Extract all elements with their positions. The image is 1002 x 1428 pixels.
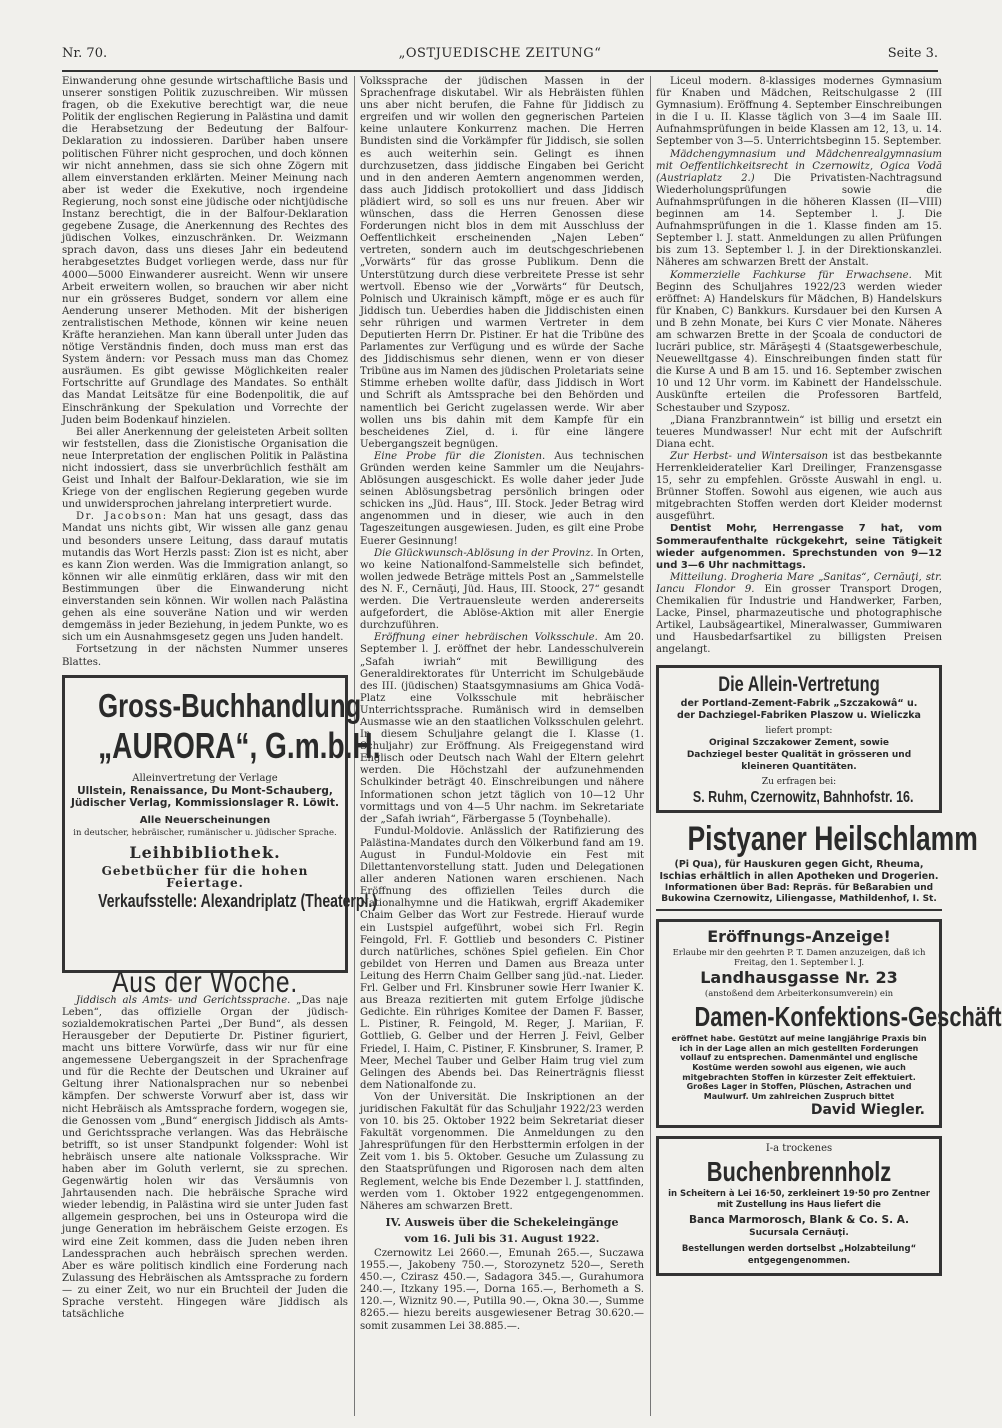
article-title: Die Glückwunsch-Ablösung in der Provinz. xyxy=(374,547,594,559)
article-text xyxy=(656,451,942,524)
article-text xyxy=(62,995,348,1322)
article-text xyxy=(360,548,644,633)
ad-text: (anstoßend dem Arbeiterkonsumverein) ein xyxy=(704,989,894,1000)
ad-ruhm xyxy=(656,665,942,814)
article-text xyxy=(360,451,644,548)
issue-number: Nr. 70. xyxy=(62,46,108,61)
newspaper-title: „OSTJUEDISCHE ZEITUNG“ xyxy=(398,46,602,61)
ad-holz xyxy=(656,1136,942,1275)
ad-text: Verkaufsstelle: Alexandriplatz (Theaterpl.) xyxy=(98,891,377,912)
article-title: Eine Probe für die Zionisten. xyxy=(374,450,546,462)
ad-text: Dachziegel bester Qualität in grösseren und kleineren Quantitäten. xyxy=(686,749,912,772)
section-heading-aus-der-woche: Aus der Woche. xyxy=(111,965,299,999)
page-number: Seite 3. xyxy=(887,46,938,61)
ad-text: Alleinvertretung der Verlage xyxy=(132,772,278,784)
ad-text: Sucursala Cernăuţi. xyxy=(749,1227,849,1238)
article-text xyxy=(656,270,942,415)
ad-aurora xyxy=(62,675,381,973)
article-text: Von der Universität. Die Inskriptionen an der juridischen Fakultät für das Schuljahr 1922/23 werden von 10. bis 25. Oktober 1922 beim Sekretariat dieser Fakultät vorgenommen. Die Anmeldungen zu den Jahresprüfungen für den Herbsttermin erfolgen in der Zeit vom 1. bis 5. Oktober. Gesuche um Zulassung zu den Staatsprüfungen und Rigorosen nach dem alten Reglement, welche bis Ende Dezember l. J. stattfinden, werden vom 1. Oktober 1922 entgegengenommen. Näheres am schwarzen Brett. xyxy=(360,1091,644,1212)
ad-holz-title: Buchenbrennholz xyxy=(706,1156,892,1188)
article-title: Kommerzielle Fachkurse für Erwachsene. xyxy=(670,269,912,281)
article-text: Fortsetzung in der nächsten Nummer unseres Blattes. xyxy=(62,644,348,668)
schekel-heading: IV. Ausweis über die Schekeleingänge xyxy=(385,1215,619,1229)
article-body: „Das naje Leben“, das offizielle Organ der jüdisch-sozialdemokratischen Partei „Der Bund“, als dessen Herausgeber der Deputierte Dr. Pistiner figuriert, macht uns bittere Vorwürfe, dass wir nur für eine angemessene Uebergangszeit in der Sprachenfrage und für die Rechte der Deutschen und Ukrainer auf Geltung ihrer Nationalsprachen nur so nebenbei kämpfen. Der schwerste Vorwurf aber ist, dass wir nicht Hebräisch als Amtssprache fordern, wogegen sie, die Genossen vom „Bund“ energisch Jiddisch als Amts- und Gerichtssprache verlangen. Was das Hebräische betrifft, so ist unser Standpunkt folgender: Wohl ist hebräisch unsere alte nationale Volkssprache. Wir haben aber im Goluth verlernt, sie zu sprechen. Gegenwärtig holen wir das Versäumnis von Jahrtausenden nach. Die hebräische Sprache wird wieder lebendig, in Palästina wird sie unter Juden fast allgemein gesprochen, bei uns in Osteuropa wird die junge Generation im hebräischem Geiste erzogen. Es wird eine Zeit kommen, dass die Juden neben ihren Landessprachen auch hebräisch sprechen werden. Aber es wäre politisch kindlich eine Forderung nach Zulassung des Hebräischen als Amtssprache zu fordern — zu einer Zeit, wo nur ein Bruchteil der Juden die Sprache versteht. Hingegen wäre Jiddisch als tatsächliche xyxy=(62,994,348,1321)
article-body: ist das bestbekannte Herrenkleideratelier Karl Dreilinger, Franzensgasse 15, sehr zu empfehlen. Grösste Auswahl in engl. u. Brünner Stoffen. Sowohl aus eigenen, wie auch aus mitgebrachten Stoffen werden dort Kleider modernst ausgeführt. xyxy=(656,450,942,523)
column-divider xyxy=(650,76,651,1416)
article-body: In Orten, wo keine Nationalfond-Sammelstelle sich befindet, wollen jedwede Beträge mittels Post an „Sammelstelle des N. F., Cernăuţi, Jüd. Haus, III. Stoock, 27“ gesandt werden. Die Vertrauensleute werden andererseits aufgefordert, die Ablöse-Aktion mit aller Energie durchzuführen. xyxy=(360,547,644,632)
page-header xyxy=(62,46,938,66)
article-body: Ein grosser Transport Drogen, Chemikalien für Industrie und Handwerker, Farben, Lacke, Pinsel, pharmazeutische und photographische Artikel, Laubsägeartikel, Mineralwasser, Gummiwaren und Hausbedarfsartikel zu billigsten Preisen angelangt. xyxy=(656,583,942,656)
speech-text: : Man hat uns gesagt, dass das Mandat uns nichts gibt, Wir wissen alle ganz genau und besonders unsere Leitung, dass darauf mutatis mutandis das Wort Herzls passt: Zion ist es nicht, aber es kann Zion werden. Was die Immigration anlangt, so können wir alle einmütig erklären, dass wir mit den Bestimmungen über die Einwanderung nicht einverstanden sein können. Wir wollen nach Palästina gehen als eine souveräne Nation und wir werden demgemäss in jeder Beziehung, in jedem Punkte, wo es sich um ein Ausnahmsgesetz gegen uns Juden handelt. xyxy=(62,511,348,644)
column-2 xyxy=(360,76,644,1406)
article-text xyxy=(62,511,348,644)
ad-text: Damen-Konfektions-Geschäft xyxy=(694,1001,1002,1033)
article-title: Mitteilung. Drogheria Mare „Sanitas“, Cernăuţi, str. Iancu Flondor 9. xyxy=(656,571,942,595)
article-body: Mit Beginn des Schuljahres 1922/23 werden wieder eröffnet: A) Handelskurs für Mädchen, B) Handelskurs für Knaben, C) Bankkurs. Kursdauer bei den Kursen A und B zehn Monate, bei Kurs C vier Monate. Näheres am schwarzen Brette in der Şcoala de conductori de lucrări publice, str. Mărăşeşti 4 (Staatsgewerbeschule, Neuewelltgasse 4). Einschreibungen finden statt für die Kurse A und B am 15. und 16. September zwischen 10 und 12 Uhr vorm. im Kabinett der Handelsschule. Auskünfte erteilen die Professoren Bartfeld, Schestauber und Szyposz. xyxy=(656,269,942,414)
ad-text: Leihbibliothek. xyxy=(129,843,281,863)
ad-text: Banca Marmorosch, Blank & Co. S. A. xyxy=(688,1214,910,1227)
article-text: Einwanderung ohne gesunde wirtschaftliche Basis und unserer sonstigen Politik zuzuschreiben. Wir müssen fragen, ob die Exekutive berechtigt war, die neue Politik der englischen Regierung in Palästina und damit die Herabsetzung der Bedeutung der Balfour-Deklaration zu indossieren. Darüber haben unsere politischen Führer nicht gesprochen, und doch können wir nicht annehmen, dass sie sich ohne Zögern mit allem einverstanden erklärten. Meiner Meinung nach aber ist weder die Exekutive, noch irgendeine Regierung, noch sonst eine jüdische oder nichtjüdische Instanz berechtigt, die in der Balfour-Deklaration gegebene Zusage, die Anerkennung des Rechtes des jüdischen Volkes, einzuschränken. Dr. Weizmann sprach davon, dass uns dieses Jahr ein bedeutend herabgesetztes Budget vorliegen werde, dass nur für 4000—5000 Einwanderer ausreicht. Wenn wir unsere Arbeit erweitern wollen, so brauchen wir aber nicht nur ein grösseres Budget, sondern vor allem eine Aenderung unserer Methoden. Mit der bisherigen zentralistischen Methode, können wir keine neuen Kräfte heranziehen. Man kann überall unter Juden das nötige Verständnis finden, doch muss man erst das System ändern: vor Pessach muss man das Chomez ausräumen. Es gibt gewisse Möglichkeiten realer Fortschritte auf Grundlage des Mandates. So enthält das Mandat Leitsätze für eine Bodenpolitik, die auf Einschränkung der Spekulation und Vorrechte der Juden beim Bodenkauf hinzielen. xyxy=(62,76,348,426)
ad-aurora-title: Gross-Buchhandlung xyxy=(98,686,362,724)
ad-text: (Pi Qua), für Hauskuren gegen Gicht, Rheuma, Ischias erhältlich in allen Apotheken und Drogerien. xyxy=(659,859,939,883)
article-text: Volkssprache der jüdischen Massen in der Sprachenfrage diskutabel. Wir als Hebräisten fühlen uns aber nicht berufen, die Fahne für Jiddisch zu ergreifen und wir wollen den gegnerischen Parteien keine unlautere Konkurrenz machen. Die Herren Bundisten sind die Vorkämpfer für Jiddisch, sie sollen es auch weiterhin sein. Gelingt es ihnen durchzusetzen, dass jiddische Eingaben bei Gericht und in den anderen Aemtern angenommen werden, dass auch Jiddisch protokolliert und dass Jiddisch plädiert wird, so soll es uns nur freuen. Aber wir wünschen, dass die Herren Genossen diese Forderungen nicht blos in dem mit Ausschluss der Oeffentlichkeit erscheinenden „Najen Leben“ vertreten, sondern auch im deutschgeschriebenen „Vorwärts“ für das grosse Publikum. Denn die Unterstützung durch diese verbreitete Presse ist sehr wertvoll. Ebenso wie der „Vorwärts“ für Deutsch, Polnisch und Ukrainisch kämpft, möge er es auch für Jiddisch tun. Ueberdies haben die Jiddischisten einen sehr rührigen und warmen Vertreter in dem Deputierten Herrn Dr. Pistiner. Er hat die Tribüne des Parlamentes zur Verfügung und es würde der Sache des Jiddischismus sehr dienen, wenn er von dieser Tribüne aus im Namen des jüdischen Proletariats seine Stimme erheben wollte dafür, dass Jiddisch in Wort und Schrift als Amtssprache bei den Behörden und namentlich bei Gericht zugelassen werde. Wir aber wollen uns bis dahin mit dem Kampfe für ein bescheidenes Ziel, d. i. für eine längere Uebergangszeit begnügen. xyxy=(360,76,644,450)
ad-wiegler xyxy=(656,919,1002,1128)
article-body: Am 20. September l. J. eröffnet der hebr. Landesschulverein „Safah iwriah“ mit Bewilligung des Generaldirektorates für Unterricht im Schulgebäude des III. (jüdischen) Staatsgymnasiums am Ghica Vodă-Platz eine Volksschule mit hebräischer Unterrichtssprache. Rumänisch wird in demselben Ausmasse wie an den staatlichen Volksschulen gelehrt. In diesem Schuljahre gelangt die I. Klasse (1. Schuljahr) zur Eröffnung. Als Freigegenstand wird Englisch oder Deutsch nach Wahl der Eltern gelehrt werden. Die Höchstzahl der aufzunehmenden Schulkinder beträgt 40. Einschreibungen und nähere Informationen schon jetzt täglich von 10—12 Uhr vormittags und von 4—5 Uhr nachm. im Sekretariate der „Safah iwriah“, Färbergasse 5 (Toynbehalle). xyxy=(360,632,644,825)
ad-pistyan xyxy=(656,819,978,911)
speaker-name: Dr. Jacobson xyxy=(76,511,163,523)
ad-text: Bestellungen werden dortselbst „Holzabteilung“ entgegengenommen. xyxy=(681,1243,917,1266)
article-title: Jiddisch als Amts- und Gerichtssprache. xyxy=(76,994,291,1006)
ad-text: Original Szczakower Zement, sowie xyxy=(708,737,890,748)
ad-text: Gebetbücher für die hohen Feiertage. xyxy=(101,864,309,891)
ad-pistyan-title: Pistyaner Heilschlamm xyxy=(687,820,978,859)
ad-text: liefert prompt: xyxy=(765,725,833,736)
ad-text: Jüdischer Verlag, Kommissionslager R. Löwit. xyxy=(70,796,340,809)
ad-text: Alle Neuerscheinungen xyxy=(139,814,271,826)
ad-text: Ullstein, Renaissance, Du Mont-Schauberg, xyxy=(77,784,333,797)
ad-text: der Dachziegel-Fabriken Plaszow u. Wieliczka xyxy=(677,709,921,721)
ad-text: in Scheitern à Lei 16·50, zerkleinert 19·50 pro Zentner mit Zustellung ins Haus liefert die xyxy=(668,1189,930,1210)
ad-text: in deutscher, hebräischer, rumänischer u. jüdischer Sprache. xyxy=(73,827,337,838)
ad-ruhm-title: Die Allein-Vertretung xyxy=(718,672,880,696)
article-title: Mädchengymnasium und Mädchenrealgymnasium mit Oeffentlichkeitsrecht in Czernowitz, Ogica Vodă (Austriaplatz 2.) xyxy=(656,148,942,184)
article-body: Die Privatisten-Nachtragsund Wiederholungsprüfungen sowie die Aufnahmsprüfungen in die höheren Klassen (II—VIII) beginnen am 14. September l. J. Die Aufnahmsprüfungen in die 1. Klasse finden am 15. September l. J. statt. Anmeldungen zu allen Prüfungen bis zum 13. September l. J. in der Direktionskanzlei. Näheres am schwarzen Brett der Anstalt. xyxy=(656,172,942,269)
ad-text: Landhausgasse Nr. 23 xyxy=(700,968,898,988)
article-title: Zur Herbst- und Wintersaison xyxy=(670,450,829,462)
ad-text: Informationen über Bad: Repräs. für Beßarabien und Bukowina Czernowitz, Liliengasse, Mathildenhof, I. St. xyxy=(661,883,937,905)
ad-text: eröffnet habe. Gestützt auf meine langjährige Praxis bin ich in der Lage allen an mich gestellten Forderungen vollauf zu entsprechen. Damenmäntel und englische Kostüme werden sowohl aus eigenen, wie auch mitgebrachten Stoffen in kürzester Zeit effektuiert. Großes Lager in Stoffen, Plüschen, Astrachen und Maulwurf. Um zahlreichen Zuspruch bittet xyxy=(671,1034,927,1101)
article-text: Liceul modern. 8-klassiges modernes Gymnasium für Knaben und Mädchen, Reitschulgasse 2 (III Gymnasium). Eröffnung 4. September Einschreibungen in die I u. II. Klasse täglich von 3—4 im Saale III. Aufnahmsprüfungen in beide Klassen am 12, 13, u. 14. September von 3—5. Unterrichtsbeginn 15. September. xyxy=(656,76,942,148)
schekel-subheading: vom 16. Juli bis 31. August 1922. xyxy=(404,1232,600,1245)
ad-text: I-a trockenes xyxy=(765,1143,833,1155)
article-text xyxy=(360,632,644,826)
schekel-list: Czernowitz Lei 2660.—, Emunah 265.—, Suczawa 1955.—, Jakobeny 750.—, Storozynetz 520—, Sereth 450.—, Czirasz 450.—, Sadagora 345.—, Gurahumora 240.—, Itzkany 195.—, Dorna 165.—, Berhometh a S. 120.—, Wiznitz 90.—, Putilla 90.—, Okna 30.—, Summe 8265.— hiezu bereits ausgewiesener Betrag 30.620.— somit zusammen Lei 38.885.—. xyxy=(360,1248,644,1332)
column-3 xyxy=(656,76,1002,1416)
article-text: Bei aller Anerkennung der geleisteten Arbeit sollten wir feststellen, dass die Zionistische Organisation die neue Interpretation der englischen Politik in Palästina nicht indossiert, dass sie unverbrüchlich festhält am Geist und Inhalt der Balfour-Deklaration, wie sie im Kriege von der englischen Regierung gegeben wurde und unwidersprochen jahrelang interpretiert wurde. xyxy=(62,426,348,511)
article-title: Eröffnung einer hebräischen Volksschule. xyxy=(374,632,598,644)
ad-text: Zu erfragen bei: xyxy=(761,776,837,787)
ad-wiegler-title: Eröffnungs-Anzeige! xyxy=(707,927,891,947)
ad-text: David Wiegler. xyxy=(810,1102,925,1119)
ad-text: S. Ruhm, Czernowitz, Bahnhofstr. 16. xyxy=(692,788,914,806)
column-1 xyxy=(62,76,381,1416)
ad-aurora-name: „AURORA“, G.m.b.H. xyxy=(98,724,381,766)
ad-text: der Portland-Zement-Fabrik „Szczakowâ“ u. xyxy=(680,697,918,709)
header-rule xyxy=(62,70,938,72)
article-text: Fundul-Moldovie. Anlässlich der Ratifizierung des Palästina-Mandates durch den Völkerbund fand am 19. August in Fundul-Moldovie ein Fest mit Dilettantenvorstellung statt. Juden und Delegationen aller anderen Nationen waren erschienen. Nach Eröffnung des offiziellen Teiles durch die Nationalhymne und die Hatikwah, ergriff Akademiker Chaim Gelber das Wort zur Festrede. Hierauf wurde ein Lustspiel aufgeführt, wobei sich Frl. Regin Feingold, Frl. F. Gottlieb und besonders C. Pistiner durch natürliches, schönes Spiel gefielen. Ein Chor gebildet von Herren und Damen aus Breaza unter Leitung des Herrn Chaim Gellber sang jüd.-nat. Lieder. Frl. Gelber und Frl. Kinsbruner sowie Herr Iwanier K. aus Breaza rezitierten mit gutem Erfolge jüdische Gedichte. Ein rühriges Komitee der Damen F. Basser, L. Pistiner, R. Feingold, M. Reger, J. Mariian, F. Gottlieb, G. Gelber und der Herren J. Feivl, Gelber Friedel, I. Haim, C. Pistiner, F. Kinsbruner, S. Iramer, P. Meer, Mechel Tauber und Gelber Haim trug viel zum Gelingen des Abends bei. Das Reinerträgnis fliesst dem Nationalfonde zu. xyxy=(360,825,644,1091)
article-text xyxy=(656,149,942,270)
article-text: „Diana Franzbranntwein“ ist billig und ersetzt ein teueres Mundwasser! Nur echt mit der Aufschrift Diana echt. xyxy=(656,414,942,450)
ad-text: Erlaube mir den geehrten P. T. Damen anzuzeigen, daß ich Freitag, den 1. September l. J. xyxy=(672,948,926,969)
article-text: Dentist Mohr, Herrengasse 7 hat, vom Sommeraufenthalte rückgekehrt, seine Tätigkeit wieder aufgenommen. Sprechstunden von 9—12 und 3—6 Uhr nachmittags. xyxy=(656,523,942,571)
article-text xyxy=(656,572,942,657)
article-body: Aus technischen Gründen werden keine Sammler um die Neujahrs-Ablösungen ausgeschickt. Es wolle daher jeder Jude seinen Ablösungsbetrag persönlich bringen oder schicken ins „Jüd. Haus“, III. Stock. Jeder Betrag wird angenommen und in dieser, wie auch in den Tageszeitungen ausgewiesen. Juden, es gilt eine Probe Euerer Gesinnung! xyxy=(360,450,644,547)
